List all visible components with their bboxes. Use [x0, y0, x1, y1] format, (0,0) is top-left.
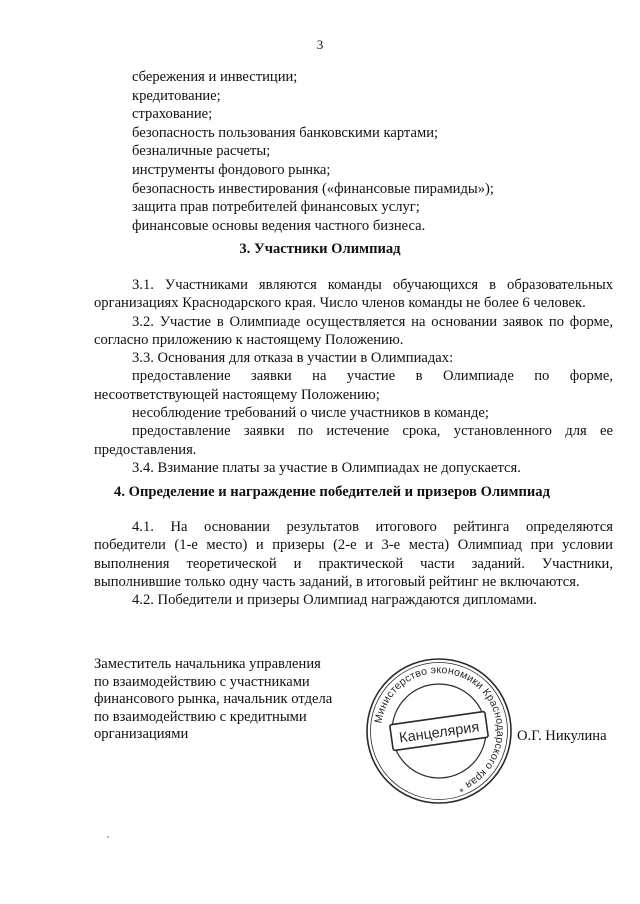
signatory-position — [94, 656, 332, 744]
page-number: 3 — [316, 37, 324, 52]
paragraph-4-1-line: победители (1-е место) и призеры (2-е и 3-е места) Олимпиад при условии — [94, 537, 613, 554]
paragraph-3-2-line: 3.2. Участие в Олимпиаде осуществляется на основании заявок по форме, — [132, 313, 613, 330]
section-3-body — [94, 276, 613, 477]
paragraph-3-3: 3.3. Основания для отказа в участии в Олимпиадах: — [132, 350, 454, 367]
paragraph-4-1-line: выполнившие только одну часть заданий, в итоговый рейтинг не включаются. — [94, 573, 580, 590]
paragraph-3-3-item: несоблюдение требований о числе участников в команде; — [132, 405, 489, 422]
paragraph-3-4: 3.4. Взимание платы за участие в Олимпиадах не допускается. — [132, 459, 521, 476]
topic-list — [132, 68, 494, 235]
signatory-name: О.Г. Никулина — [517, 728, 607, 744]
list-item: безопасность пользования банковскими картами; — [132, 124, 439, 141]
signatory-line: по взаимодействию с участниками — [94, 673, 310, 690]
list-item: инструменты фондового рынка; — [132, 161, 331, 178]
stamp-center-box — [390, 711, 489, 750]
stamp-ring-text: Министерство экономики Краснодарского края * — [372, 663, 507, 795]
signatory-line: Заместитель начальника управления — [94, 656, 321, 672]
paragraph-3-3-item-line: предоставления. — [94, 441, 197, 458]
paragraph-3-3-item-line: предоставление заявки по истечение срока, установленного для ее — [132, 423, 613, 440]
list-item: сбережения и инвестиции; — [132, 69, 298, 85]
list-item: страхование; — [132, 106, 213, 123]
paragraph-4-1-line: 4.1. На основании результатов итогового рейтинга определяются — [132, 519, 613, 535]
list-item: безопасность инвестирования («финансовые пирамиды»); — [132, 180, 494, 197]
paragraph-4-1-line: выполнения теоретической и практической части заданий. Участники, — [94, 555, 613, 572]
signatory-line: организациями — [94, 726, 189, 743]
signatory-line: финансового рынка, начальник отдела — [94, 691, 333, 708]
list-item: защита прав потребителей финансовых услуг; — [132, 199, 420, 216]
paragraph-3-2-line: согласно приложению к настоящему Положению. — [94, 331, 404, 348]
signatory-line: по взаимодействию с кредитными — [94, 708, 307, 725]
section-4-heading: 4. Определение и награждение победителей и призеров Олимпиад — [114, 484, 550, 500]
stamp-center-label: Канцелярия — [398, 719, 481, 747]
paragraph-3-3-item-line: предоставление заявки на участие в Олимпиаде по форме, — [132, 368, 613, 385]
section-4-body — [94, 518, 613, 609]
paragraph-4-2: 4.2. Победители и призеры Олимпиад награждаются дипломами. — [132, 592, 537, 609]
section-3-heading: 3. Участники Олимпиад — [239, 241, 401, 257]
list-item: финансовые основы ведения частного бизнеса. — [132, 217, 426, 234]
paragraph-3-3-item-line: несоответствующей настоящему Положению; — [94, 386, 380, 403]
paragraph-3-1-line: 3.1. Участниками являются команды обучающихся в образовательных — [132, 277, 613, 293]
list-item: безналичные расчеты; — [132, 143, 271, 160]
scan-speck — [107, 836, 109, 838]
list-item: кредитование; — [132, 87, 221, 104]
office-stamp — [364, 656, 514, 806]
paragraph-3-1-line: организациях Краснодарского края. Число членов команды не более 6 человек. — [94, 295, 586, 312]
